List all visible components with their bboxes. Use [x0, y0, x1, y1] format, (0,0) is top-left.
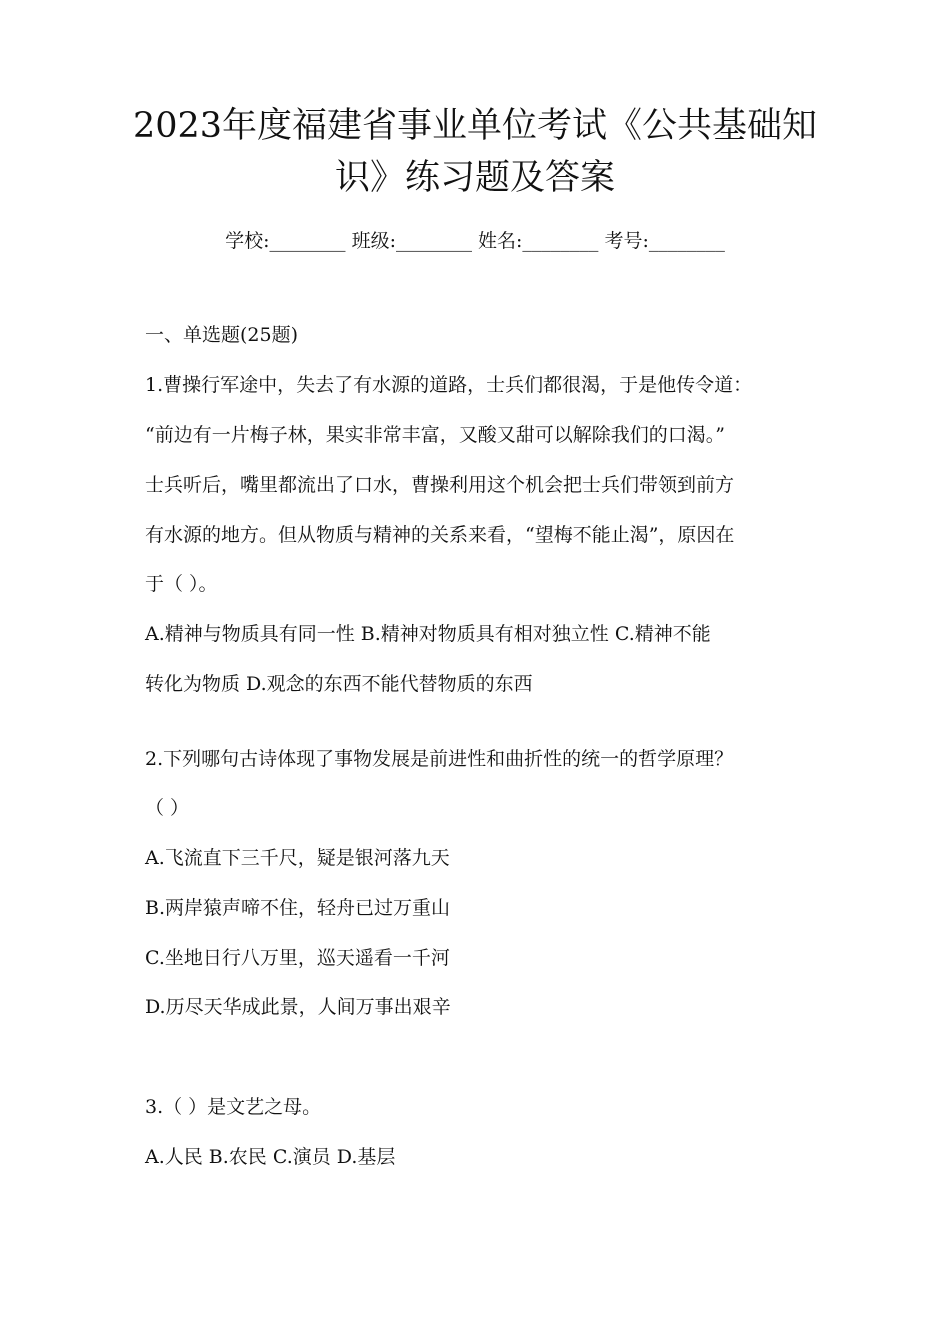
question-3-text-line: 3.（ ）是文艺之母。	[145, 1096, 322, 1118]
question-1-options-line: 转化为物质 D.观念的东西不能代替物质的东西	[145, 673, 533, 695]
question-2-option: D.历尽天华成此景，人间万事出艰辛	[145, 996, 451, 1018]
question-2-text-line: 2.下列哪句古诗体现了事物发展是前进性和曲折性的统一的哲学原理？	[145, 748, 734, 770]
question-1-text-line: 于（ ）。	[145, 573, 218, 595]
question-3-options-line: A.人民 B.农民 C.演员 D.基层	[145, 1146, 396, 1168]
student-info-fields: 学校:________ 班级:________ 姓名:________ 考号:________	[225, 230, 725, 252]
question-2-option: B.两岸猿声啼不住，轻舟已过万重山	[145, 897, 451, 919]
question-1-options-line: A.精神与物质具有同一性 B.精神对物质具有相对独立性 C.精神不能	[145, 623, 711, 645]
question-2-option: C.坐地日行八万里，巡天遥看一千河	[145, 947, 450, 969]
section-heading: 一、单选题(25题)	[145, 324, 299, 346]
question-1-text-line: “前边有一片梅子林，果实非常丰富，又酸又甜可以解除我们的口渴。”	[145, 424, 725, 446]
question-2-text-line: （ ）	[145, 797, 190, 819]
question-1-text-line: 有水源的地方。但从物质与精神的关系来看，“望梅不能止渴”，原因在	[145, 524, 735, 546]
question-1-text-line: 1.曹操行军途中，失去了有水源的道路，士兵们都很渴，于是他传令道：	[145, 374, 753, 396]
document-title-line2: 识》练习题及答案	[334, 158, 615, 198]
question-2-option: A.飞流直下三千尺，疑是银河落九天	[145, 847, 450, 869]
question-1-text-line: 士兵听后，嘴里都流出了口水，曹操利用这个机会把士兵们带领到前方	[145, 474, 735, 496]
document-title-line1: 2023年度福建省事业单位考试《公共基础知	[132, 106, 818, 146]
